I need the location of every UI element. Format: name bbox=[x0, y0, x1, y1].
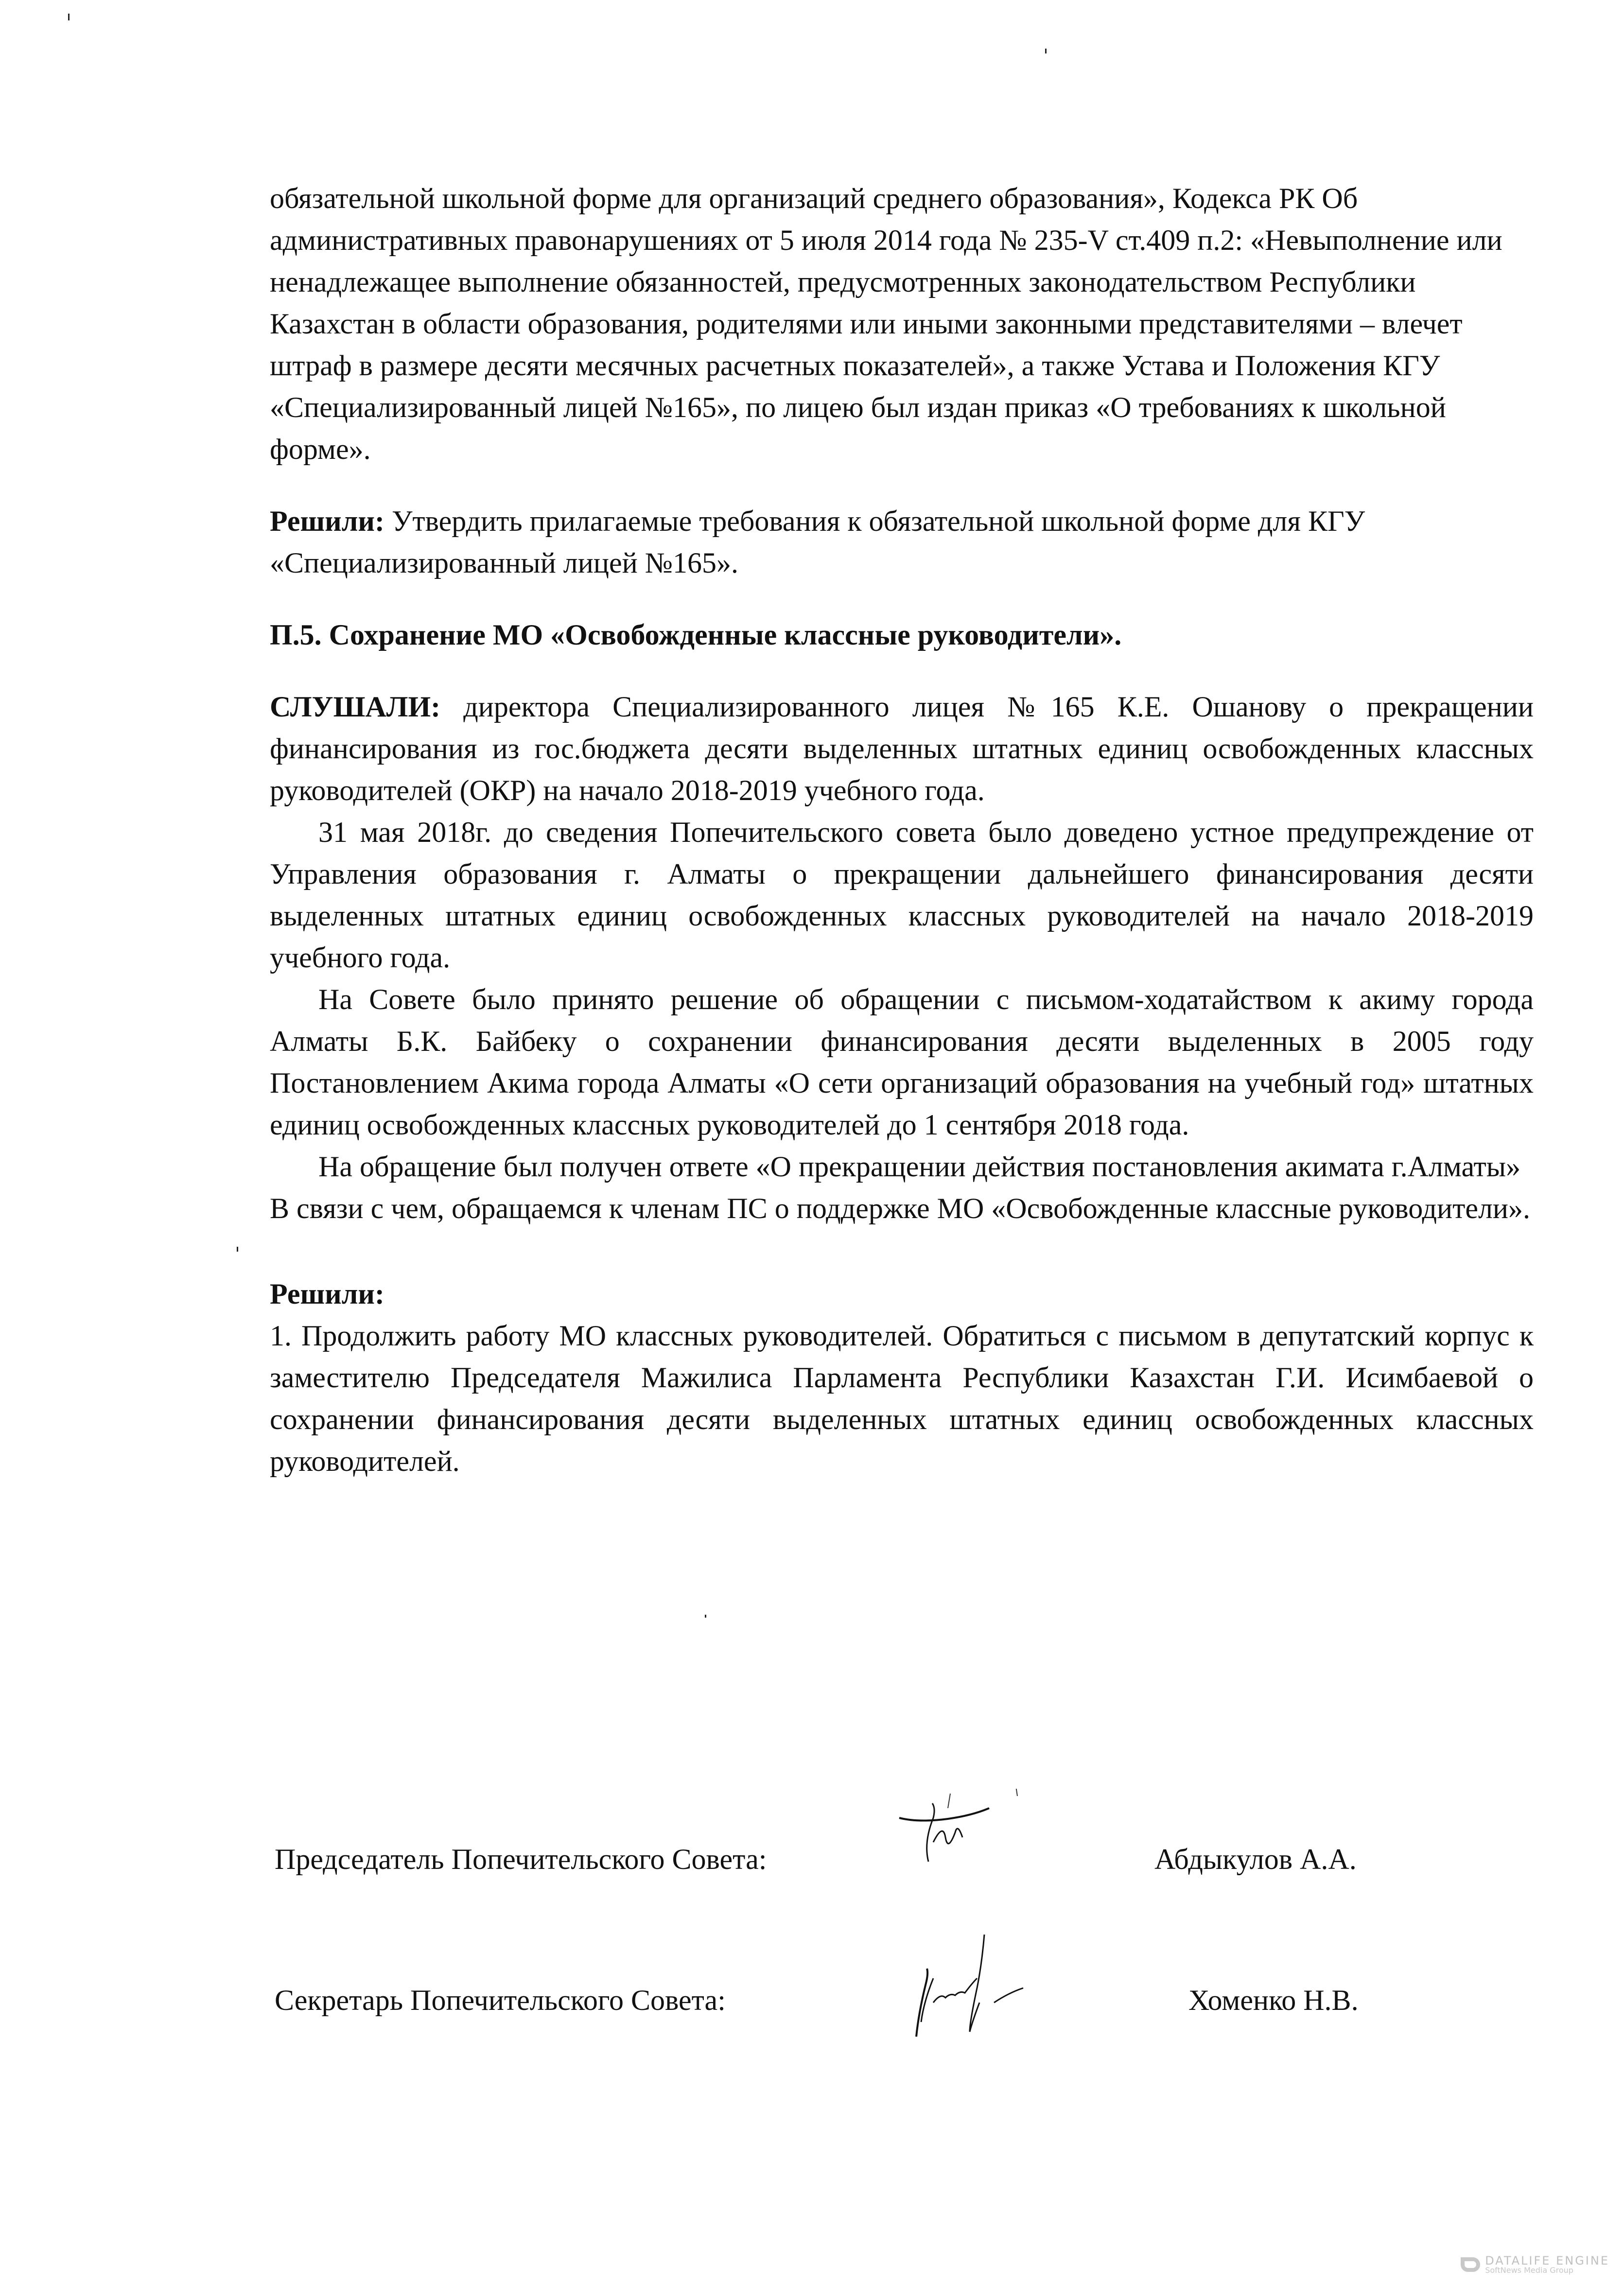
handwritten-signature-icon bbox=[897, 1925, 1072, 2051]
signature-role: Председатель Попечительского Совета: bbox=[275, 1843, 767, 1875]
signatory-name: Абдыкулов А.А. bbox=[1154, 1843, 1357, 1875]
document-body bbox=[270, 177, 1534, 1482]
heard-paragraph bbox=[270, 686, 1534, 811]
scan-speck bbox=[237, 1247, 238, 1252]
signature-row-secretary bbox=[275, 1939, 1441, 2027]
intro-paragraph: обязательной школьной форме для организаций среднего образования», Кодекса РК Об административных правонарушениях от 5 июля 2014 года № 235-V ст.409 п.2: «Невыполнение или ненадлежащее выполнение обязанностей, предусмотренных законодательством Республики Казахстан в области образования, родителями или иными законными представителями – влечет штраф в размере десяти месячных расчетных показателей», а также Устава и Положения КГУ «Специализированный лицей №165», по лицею был издан приказ «О требованиях к школьной форме». bbox=[270, 182, 1502, 465]
watermark-brand: DATALIFE ENGINE bbox=[1485, 2254, 1609, 2268]
watermark-subtitle: SoftNews Media Group bbox=[1485, 2266, 1573, 2275]
decision-1 bbox=[270, 500, 1534, 584]
decision-1-label: Решили: bbox=[270, 505, 384, 537]
paragraph-response: На обращение был получен ответе «О прекращении действия постановления акимата г.Алматы» bbox=[318, 1151, 1521, 1183]
scan-speck bbox=[1045, 49, 1047, 53]
signature-role: Секретарь Попечительского Совета: bbox=[275, 1984, 726, 2016]
paragraph-appeal: В связи с чем, обращаемся к членам ПС о поддержке МО «Освобожденные классные руководители». bbox=[270, 1192, 1531, 1224]
watermark-text bbox=[1485, 2255, 1609, 2274]
section-5-title: П.5. Сохранение МО «Освобожденные классные руководители». bbox=[270, 619, 1122, 651]
decision-2-label bbox=[270, 1273, 1534, 1315]
datalife-logo-icon bbox=[1461, 2257, 1480, 2272]
heard-label: СЛУШАЛИ: bbox=[270, 691, 441, 723]
paragraph-warning: 31 мая 2018г. до сведения Попечительского совета было доведено устное предупреждение от Управления образования г. Алматы о прекращении дальнейшего финансирования десяти выделенных штатных единиц освобожденных классных руководителей на начало 2018-2019 учебного года. bbox=[270, 816, 1534, 974]
decision-1-text: Утвердить прилагаемые требования к обязательной школьной форме для КГУ «Специализированный лицей №165». bbox=[270, 505, 1365, 579]
scan-speck bbox=[705, 1615, 706, 1618]
watermark bbox=[1461, 2255, 1609, 2274]
handwritten-signature-icon bbox=[890, 1789, 1035, 1886]
scan-speck bbox=[68, 14, 70, 20]
heard-text: директора Специализированного лицея №165 К.Е. Ошанову о прекращении финансирования из гос.бюджета десяти выделенных штатных единиц освобожденных классных руководителей (ОКР) на начало 2018-2019 учебного года. bbox=[270, 691, 1534, 806]
signature-row-chairman bbox=[275, 1798, 1441, 1886]
decision-2-item-1: 1. Продолжить работу МО классных руководителей. Обратиться с письмом в депутатский корпус к заместителю Председателя Мажилиса Парламента Республики Казахстан Г.И. Исимбаевой о сохранении финансирования десяти выделенных штатных единиц освобожденных классных руководителей. bbox=[270, 1320, 1534, 1477]
decision-2-label-text: Решили: bbox=[270, 1278, 384, 1310]
paragraph-council-decision: На Совете было принято решение об обращении с письмом-ходатайством к акиму города Алматы Б.К. Байбеку о сохранении финансирования десяти выделенных в 2005 году Постановлением Акима города Алматы «О сети организаций образования на учебный год» штатных единиц освобожденных классных руководителей до 1 сентября 2018 года. bbox=[270, 983, 1534, 1141]
signatory-name: Хоменко Н.В. bbox=[1188, 1984, 1359, 2016]
